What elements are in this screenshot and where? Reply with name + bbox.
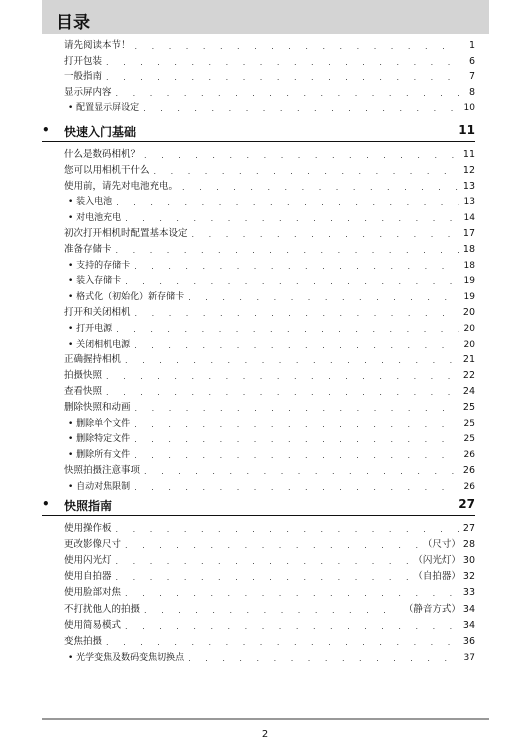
dot-leader bbox=[125, 588, 459, 600]
section-page-number: 27 bbox=[458, 497, 475, 511]
toc-entry-page-number: 1 bbox=[468, 40, 475, 51]
toc-entry-label: 使用简易模式 bbox=[64, 619, 122, 631]
section-bullet: • bbox=[42, 123, 50, 137]
toc-entry-label: • 对电池充电 bbox=[68, 213, 122, 224]
toc-entry[interactable] bbox=[64, 369, 475, 383]
toc-entry-label: 使用操作板 bbox=[64, 523, 112, 534]
footer-page-number: 2 bbox=[261, 729, 269, 740]
toc-entry[interactable] bbox=[64, 586, 475, 600]
toc-entry[interactable] bbox=[68, 101, 475, 115]
toc-entry-suffix: （静音方式） bbox=[403, 603, 461, 615]
toc-entry-label: 打开包装 bbox=[64, 55, 103, 67]
toc-entry-suffix: （闪光灯） bbox=[413, 555, 461, 567]
dot-leader bbox=[125, 621, 459, 633]
dot-leader bbox=[125, 213, 459, 225]
dot-leader bbox=[106, 637, 459, 649]
dot-leader bbox=[125, 276, 459, 288]
toc-entry-label: • 删除特定文件 bbox=[68, 434, 131, 445]
dot-leader bbox=[135, 308, 459, 320]
dot-leader bbox=[182, 182, 459, 194]
dot-leader bbox=[116, 556, 410, 568]
section-heading-snapshot-guide[interactable] bbox=[42, 497, 475, 516]
toc-entry[interactable] bbox=[64, 164, 475, 178]
toc-entry-label: • 删除单个文件 bbox=[68, 418, 131, 429]
dot-leader bbox=[116, 524, 459, 536]
dot-leader bbox=[106, 371, 459, 383]
dot-leader bbox=[134, 419, 459, 431]
toc-entry-page-number: 34 bbox=[462, 619, 475, 631]
toc-entry-label: 不打扰他人的拍摄 bbox=[64, 603, 141, 615]
dot-leader bbox=[125, 540, 419, 552]
toc-entry[interactable] bbox=[64, 227, 475, 241]
toc-entry[interactable] bbox=[64, 570, 475, 584]
toc-entry[interactable] bbox=[68, 338, 475, 352]
toc-entry-label: • 格式化（初始化）新存储卡 bbox=[68, 292, 185, 303]
dot-leader bbox=[134, 434, 459, 446]
toc-entry-page-number: 20 bbox=[463, 339, 475, 350]
toc-entry-page-number: 7 bbox=[468, 71, 475, 82]
toc-entry[interactable] bbox=[64, 385, 475, 399]
title-bar bbox=[42, 0, 489, 34]
toc-entry[interactable] bbox=[68, 417, 475, 431]
toc-entry[interactable] bbox=[64, 635, 475, 649]
toc-entry-page-number: 12 bbox=[462, 164, 475, 176]
toc-entry-page-number: 19 bbox=[463, 292, 475, 303]
toc-entry[interactable] bbox=[68, 322, 475, 336]
toc-entry-page-number: 28 bbox=[462, 539, 475, 551]
toc-entry[interactable] bbox=[64, 464, 475, 478]
section-heading-quick-start[interactable] bbox=[42, 123, 475, 142]
toc-entry-page-number: 32 bbox=[462, 571, 475, 583]
toc-entry-label: 删除快照和动画 bbox=[64, 401, 131, 413]
dot-leader bbox=[134, 450, 459, 462]
dot-leader bbox=[116, 324, 459, 336]
toc-entry-label: • 支持的存储卡 bbox=[68, 260, 131, 271]
toc-entry-page-number: 19 bbox=[463, 276, 475, 287]
toc-entry-page-number: 18 bbox=[462, 243, 475, 255]
dot-leader bbox=[144, 605, 400, 617]
toc-entry-label: 初次打开相机时配置基本设定 bbox=[64, 228, 188, 239]
toc-entry-page-number: 20 bbox=[463, 323, 475, 334]
toc-entry-label: 更改影像尺寸 bbox=[64, 539, 122, 551]
toc-entry-page-number: 13 bbox=[463, 197, 475, 208]
toc-entry[interactable] bbox=[64, 353, 475, 367]
toc-entry[interactable] bbox=[64, 148, 475, 162]
toc-entry-label: • 装入电池 bbox=[68, 197, 113, 208]
toc-entry[interactable] bbox=[68, 651, 475, 665]
toc-entry[interactable] bbox=[64, 401, 475, 415]
toc-entry[interactable] bbox=[64, 522, 475, 536]
toc-entry-page-number: 33 bbox=[462, 587, 475, 599]
page-title: 目录 bbox=[56, 13, 90, 33]
toc-entry[interactable] bbox=[64, 55, 475, 69]
toc-entry-label: 查看快照 bbox=[64, 386, 103, 397]
toc-entry-label: • 装入存储卡 bbox=[68, 276, 122, 287]
toc-entry[interactable] bbox=[68, 480, 475, 494]
toc-entry-label: 使用前，请先对电池充电。 bbox=[64, 180, 179, 192]
toc-entry-label: 正确握持相机 bbox=[64, 354, 122, 366]
toc-entry-page-number: 26 bbox=[462, 465, 475, 476]
toc-entry[interactable] bbox=[64, 306, 475, 320]
toc-entry-page-number: 14 bbox=[463, 213, 475, 224]
toc-entry-label: 使用闪光灯 bbox=[64, 555, 112, 567]
toc-entry-label: 拍摄快照 bbox=[64, 370, 103, 382]
toc-entry[interactable] bbox=[64, 538, 475, 552]
toc-entry-page-number: 30 bbox=[462, 555, 475, 567]
toc-entry-page-number: 20 bbox=[462, 307, 475, 318]
toc-entry-page-number: 36 bbox=[462, 635, 475, 647]
toc-entry-page-number: 25 bbox=[462, 401, 475, 413]
dot-leader bbox=[106, 72, 459, 84]
toc-entry-label: 快照拍摄注意事项 bbox=[64, 465, 141, 476]
dot-leader bbox=[144, 466, 459, 478]
toc-entry-label: 显示屏内容 bbox=[64, 86, 112, 98]
toc-entry-label: 打开和关闭相机 bbox=[64, 307, 131, 318]
section-name: 快速入门基础 bbox=[64, 125, 137, 139]
toc-entry[interactable] bbox=[64, 554, 475, 568]
toc-entry-page-number: 22 bbox=[462, 370, 475, 382]
toc-entry-label: • 关闭相机电源 bbox=[68, 339, 131, 350]
toc-entry-label: 您可以用相机干什么 bbox=[64, 164, 150, 176]
toc-entry-page-number: 27 bbox=[462, 523, 475, 534]
dot-leader bbox=[125, 355, 459, 367]
dot-leader bbox=[106, 57, 459, 69]
toc-entry-page-number: 24 bbox=[462, 386, 475, 397]
toc-entry[interactable] bbox=[68, 211, 475, 225]
toc-entry-label: 请先阅读本节！ bbox=[64, 40, 131, 51]
toc-entry-page-number: 8 bbox=[468, 86, 475, 98]
dot-leader bbox=[154, 166, 459, 178]
toc-entry-page-number: 6 bbox=[468, 55, 475, 67]
dot-leader bbox=[144, 150, 459, 162]
toc-entry[interactable] bbox=[68, 432, 475, 446]
dot-leader bbox=[116, 88, 459, 100]
toc-entry[interactable] bbox=[64, 243, 475, 257]
toc-entry-label: • 配置显示屏设定 bbox=[68, 103, 140, 113]
dot-leader bbox=[134, 482, 459, 494]
toc-entry-suffix: （尺寸） bbox=[422, 539, 461, 551]
dot-leader bbox=[116, 572, 410, 584]
toc-entry[interactable] bbox=[68, 195, 475, 209]
dot-leader bbox=[116, 197, 459, 209]
dot-leader bbox=[188, 292, 459, 304]
toc-entry[interactable] bbox=[64, 180, 475, 194]
toc-entry-suffix: （自拍器） bbox=[413, 571, 461, 583]
toc-entry-page-number: 10 bbox=[463, 103, 475, 113]
toc-entry-page-number: 26 bbox=[463, 481, 475, 492]
toc-entry[interactable] bbox=[68, 259, 475, 273]
footer-divider bbox=[42, 718, 489, 720]
dot-leader bbox=[192, 229, 459, 241]
dot-leader bbox=[116, 245, 459, 257]
toc-entry-page-number: 13 bbox=[462, 180, 475, 192]
section-bullet: • bbox=[42, 497, 50, 511]
dot-leader bbox=[106, 387, 459, 399]
toc-entry[interactable] bbox=[68, 274, 475, 288]
toc-entry-page-number: 21 bbox=[462, 354, 475, 366]
toc-entry-label: • 光学变焦及数码变焦切换点 bbox=[68, 652, 185, 663]
toc-entry-page-number: 37 bbox=[463, 652, 475, 663]
toc-entry-page-number: 18 bbox=[463, 260, 475, 271]
dot-leader bbox=[134, 340, 459, 352]
dot-leader bbox=[135, 403, 459, 415]
toc-entry-label: 准备存储卡 bbox=[64, 243, 112, 255]
toc-entry-label: 什么是数码相机？ bbox=[64, 149, 141, 160]
toc-entry-page-number: 25 bbox=[463, 434, 475, 445]
toc-entry-label: 使用脸部对焦 bbox=[64, 587, 122, 599]
toc-entry-page-number: 11 bbox=[462, 149, 475, 160]
toc-entry[interactable] bbox=[64, 70, 475, 84]
dot-leader bbox=[134, 261, 459, 273]
dot-leader bbox=[143, 103, 459, 115]
section-name: 快照指南 bbox=[64, 499, 113, 513]
dot-leader bbox=[135, 41, 459, 53]
toc-entry[interactable] bbox=[64, 86, 475, 100]
toc-entry[interactable] bbox=[64, 603, 475, 617]
toc-entry-page-number: 17 bbox=[462, 228, 475, 239]
toc-entry-page-number: 25 bbox=[463, 418, 475, 429]
toc-entry[interactable] bbox=[68, 290, 475, 304]
toc-entry[interactable] bbox=[68, 448, 475, 462]
toc-entry-label: 使用自拍器 bbox=[64, 571, 112, 583]
toc-entry-label: 变焦拍摄 bbox=[64, 635, 103, 647]
section-page-number: 11 bbox=[458, 123, 475, 137]
toc-entry[interactable] bbox=[64, 619, 475, 633]
toc-entry[interactable] bbox=[64, 39, 475, 53]
toc-entry-label: • 删除所有文件 bbox=[68, 450, 131, 461]
toc-entry-label: • 自动对焦限制 bbox=[68, 481, 131, 492]
toc-entry-label: 一般指南 bbox=[64, 71, 103, 82]
toc-entry-label: • 打开电源 bbox=[68, 323, 113, 334]
toc-entry-page-number: 26 bbox=[463, 450, 475, 461]
toc-entry-page-number: 34 bbox=[462, 603, 475, 615]
dot-leader bbox=[188, 653, 459, 665]
